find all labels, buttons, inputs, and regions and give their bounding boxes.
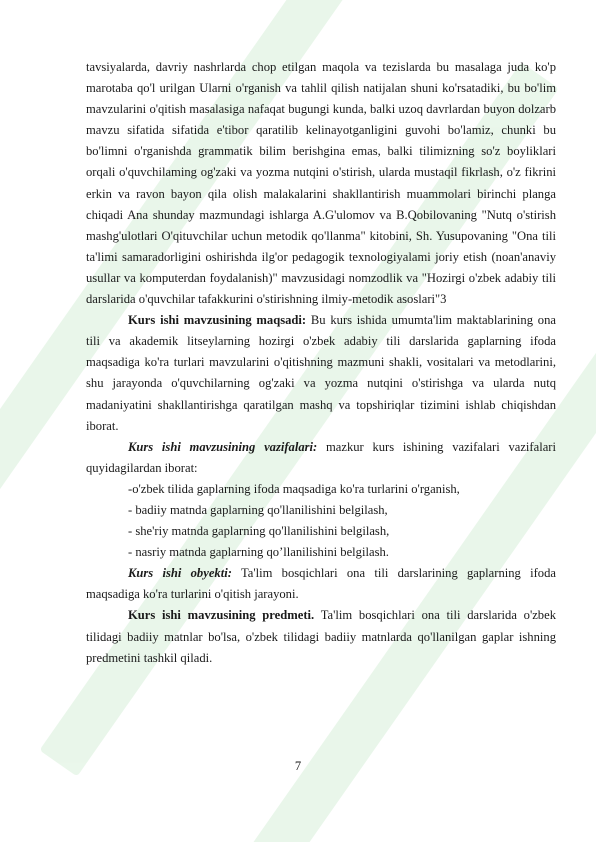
subject-label: Kurs ishi mavzusining predmeti. xyxy=(128,608,315,623)
intro-paragraph: tavsiyalarda, davriy nashrlarda chop etilgan maqola va tezislarda bu masalaga juda ko'p marotaba qo'l urilgan Ularni o'rganish va tahlil qilish natijalan shuni ko'rsatadiki, bu bo'lim mavzularini o'qitish masalasiga nafaqat bugungi kunda, balki uzoq davrlardan buyon dolzarb mavzu sifatida sifatida e'tibor qaratilib kelinayotganligini guvohi bo'lamiz, chunki bu bo'limni o'rganishda grammatik bilim berishgina emas, balki tilimizning so'z boyliklari orqali o'quvchilaming og'zaki va yozma nutqini o'stirish, ularda mustaqil fikrlash, o'z fikrini erkin va ravon bayon qila olish malakalarini shakllantirish muammolari birinchi planga chiqadi Ana shunday mazmundagi ishlarga A.G'ulomov va B.Qobilovaning "Nutq o'stirish mashg'ulotlari O'qituvchilar uchun metodik qo'llanma" kitobini, Sh. Yusupovaning "Ona tili ta'limi samaradorligini oshirishda ilg'or pedagogik texnologiyalami joriy etish (noan'anaviy usullar va komputerdan foydalanish)" mavzusidagi nomzodlik va "Hozirgi o'zbek adabiy tili darslarida o'quvchilar tafakkurini o'stirishning ilmiy-metodik asoslari"3 xyxy=(86,60,556,307)
page-number: 7 xyxy=(294,759,302,773)
page-body xyxy=(86,57,556,669)
tasks-paragraph xyxy=(86,437,556,479)
object-text: Ta'lim bosqichlari ona tili darslarining gaplarning ifoda maqsadiga ko'ra turlarini o'qitish jarayoni. xyxy=(86,566,556,602)
list-item: - badiiy matnda gaplarning qo'llanilishini belgilash, xyxy=(128,502,388,517)
object-label: Kurs ishi obyekti: xyxy=(128,566,232,581)
subject-text: Ta'lim bosqichlari ona tili darslarida o'zbek tilidagi badiiy matnlar bo'lsa, o'zbek tilidagi badiiy matnlarda qo'llanilgan gaplar ishning predmetini tashkil qiladi. xyxy=(86,608,556,665)
subject-paragraph xyxy=(86,605,556,668)
purpose-paragraph xyxy=(86,310,556,437)
list-item: -o'zbek tilida gaplarning ifoda maqsadiga ko'ra turlarini o'rganish, xyxy=(128,481,460,496)
list-item: - nasriy matnda gaplarning qo’llanilishini belgilash. xyxy=(128,545,389,560)
tasks-label: Kurs ishi mavzusining vazifalari: xyxy=(128,439,318,454)
list-item: - she'riy matnda gaplarning qo'llanilishini belgilash, xyxy=(128,524,390,539)
tasks-text: mazkur kurs ishining vazifalari vazifalari quyidagilardan iborat: xyxy=(86,439,556,475)
object-paragraph xyxy=(86,563,556,605)
purpose-text: Bu kurs ishida umumta'lim maktablarining ona tili va akademik litseylarning hozirgi o'zbek adabiy tili darslarida gaplarning ifoda maqsadiga ko'ra turlari mavzularini o'qitishning mazmuni shakli, vositalari va metodlarini, shu jarayonda o'quvchilarning og'zaki va yozma nutqini o'stirishga va ularda nutq madaniyatini shakllantirishga qaratilgan mashq va topshiriqlar tizimini ishlab chiqishdan iborat. xyxy=(86,313,556,433)
purpose-label: Kurs ishi mavzusining maqsadi: xyxy=(128,313,307,328)
